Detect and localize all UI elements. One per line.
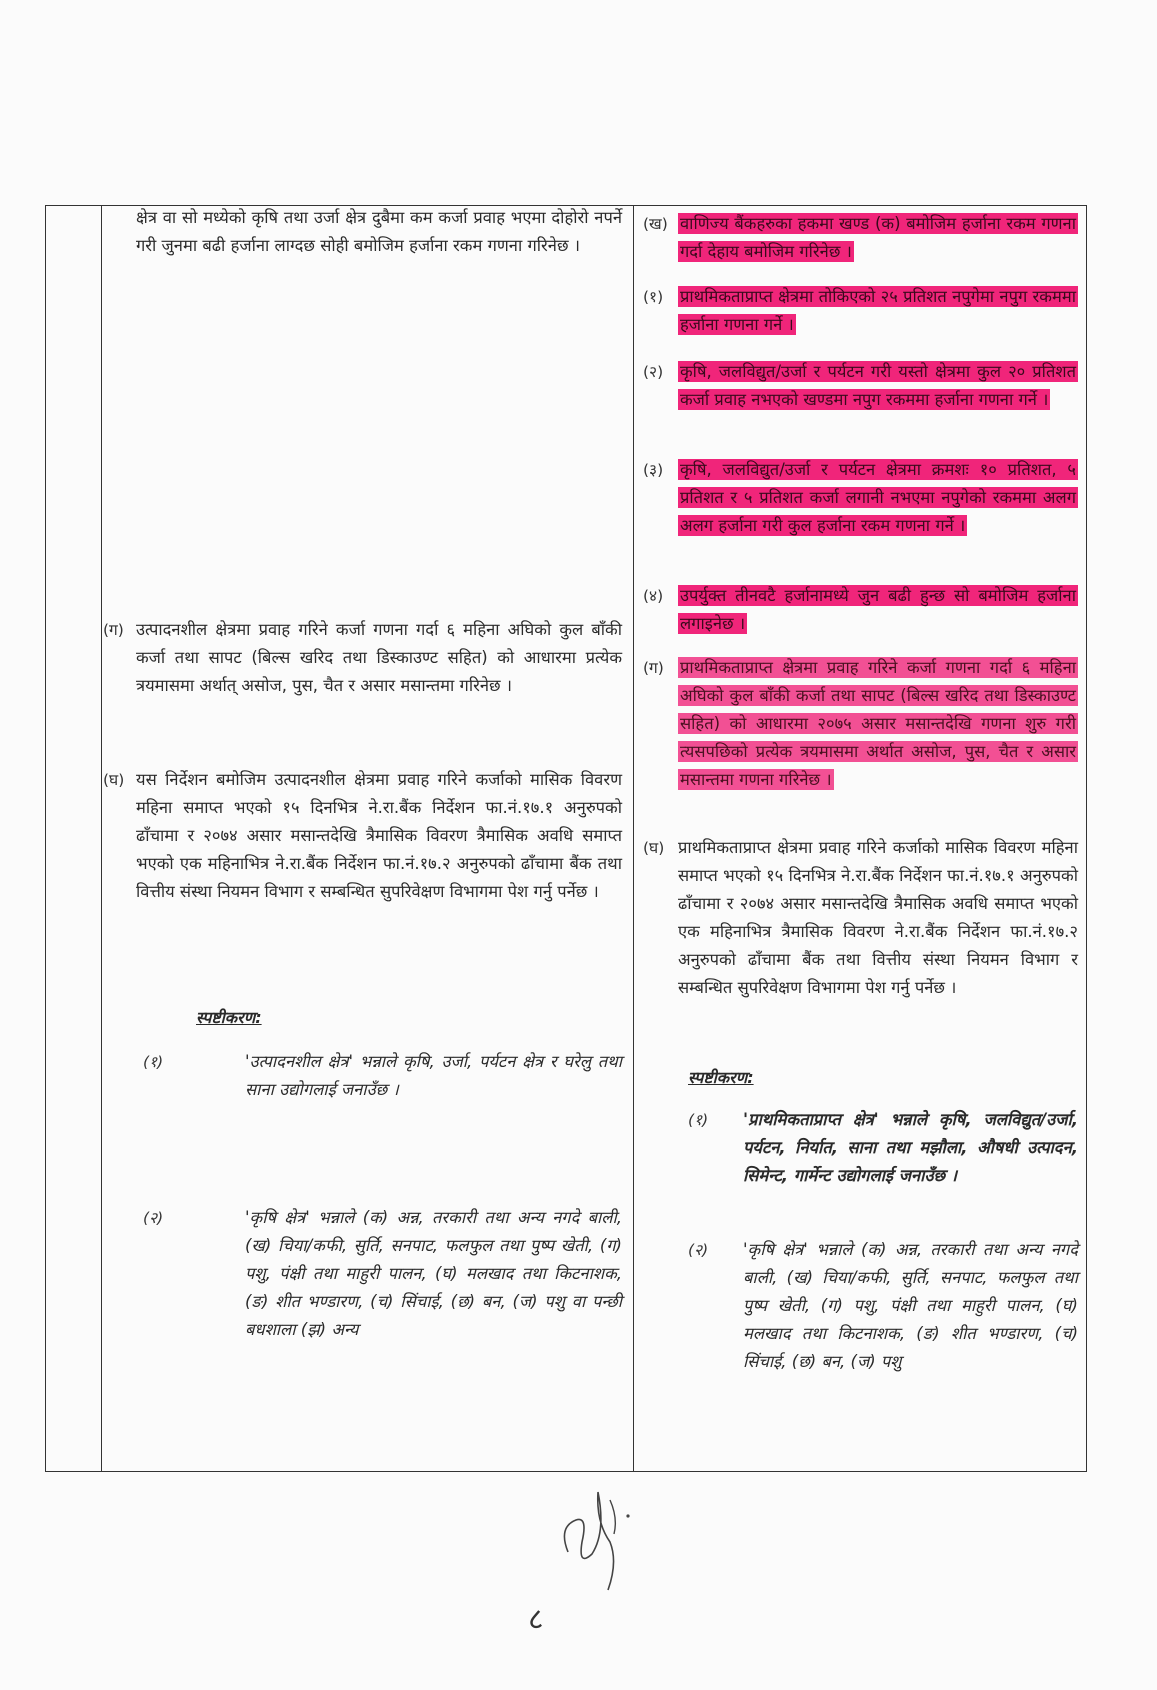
continuation-paragraph: क्षेत्र वा सो मध्येको कृषि तथा उर्जा क्षेत्र दुबैमा कम कर्जा प्रवाह भएमा दोहोरो नपर्ने गरी जुनमा बढी हर्जाना लाग्दछ सोही बमोजिम हर्जाना रकम गणना गरिनेछ । — [136, 208, 622, 255]
sub-2-text — [678, 358, 1078, 414]
clause-ga-label: (ग) — [643, 659, 664, 677]
explanation-heading: स्पष्टीकरण: — [196, 1008, 262, 1027]
explanation-1-text: 'प्राथमिकताप्राप्त क्षेत्र' भन्नाले कृषि, जलविद्युत/उर्जा, पर्यटन, निर्यात, साना तथा मझौला, औषधी उत्पादन, सिमेन्ट, गार्मेन्ट उद्योगलाई जनाउँछ । — [743, 1110, 1078, 1185]
page-number: ८ — [528, 1602, 544, 1637]
sub-1-text — [678, 283, 1078, 339]
explanation-1-label: (१) — [688, 1111, 709, 1129]
explanation-2-text: 'कृषि क्षेत्र' भन्नाले (क) अन्न, तरकारी तथा अन्य नगदे बाली, (ख) चिया/कफी, सुर्ति, सनपाट, फलफुल तथा पुष्प खेती, (ग) पशु, पंक्षी तथा माहुरी पालन, (घ) मलखाद तथा किटनाशक, (ङ) शीत भण्डारण, (च) सिंचाई, (छ) बन, (ज) पशु वा पन्छी बधशाला (झ) अन्य — [245, 1208, 622, 1339]
explanation-2-text: 'कृषि क्षेत्र' भन्नाले (क) अन्न, तरकारी तथा अन्य नगदे बाली, (ख) चिया/कफी, सुर्ति, सनपाट, फलफुल तथा पुष्प खेती, (ग) पशु, पंक्षी तथा माहुरी पालन, (घ) मलखाद तथा किटनाशक, (ङ) शीत भण्डारण, (च) सिंचाई, (छ) बन, (ज) पशु — [743, 1240, 1078, 1371]
sub-1-label: (१) — [643, 288, 664, 306]
highlight-sub-1: प्राथमिकताप्राप्त क्षेत्रमा तोकिएको २५ प्रतिशत नपुगेमा नपुग रकममा हर्जाना गणना गर्ने । — [680, 287, 1076, 334]
clause-gha-text: प्राथमिकताप्राप्त क्षेत्रमा प्रवाह गरिने कर्जाको मासिक विवरण महिना समाप्त भएको १५ दिनभित्र ने.रा.बैंक निर्देशन फा.नं.१७.१ अनुरुपको ढाँचामा र २०७४ असार मसान्तदेखि त्रैमासिक अवधि समाप्त भएको एक महिनाभित्र त्रैमासिक विवरण ने.रा.बैंक निर्देशन फा.नं.१७.२ अनुरुपको ढाँचामा बैंक तथा वित्तीय संस्था नियमन विभाग र सम्बन्धित सुपरिवेक्षण विभागमा पेश गर्नु पर्नेछ । — [678, 838, 1078, 997]
sub-3-label: (३) — [643, 461, 664, 479]
explanation-1-label: (१) — [143, 1053, 164, 1071]
clause-gha-text: यस निर्देशन बमोजिम उत्पादनशील क्षेत्रमा प्रवाह गरिने कर्जाको मासिक विवरण महिना समाप्त भएको १५ दिनभित्र ने.रा.बैंक निर्देशन फा.नं.१७.१ अनुरुपको ढाँचामा र २०७४ असार मसान्तदेखि त्रैमासिक विवरण त्रैमासिक अवधि समाप्त भएको एक महिनाभित्र ने.रा.बैंक निर्देशन फा.नं.१७.२ अनुरुपको ढाँचामा बैंक तथा वित्तीय संस्था नियमन विभाग र सम्बन्धित सुपरिवेक्षण विभागमा पेश गर्नु पर्नेछ । — [136, 770, 622, 901]
sub-4-text — [678, 582, 1078, 638]
clause-ga-label: (ग) — [103, 621, 124, 639]
highlight-sub-2: कृषि, जलविद्युत/उर्जा र पर्यटन गरी यस्तो क्षेत्रमा कुल २० प्रतिशत कर्जा प्रवाह नभएको खण्डमा नपुग रकममा हर्जाना गणना गर्ने । — [680, 362, 1076, 409]
highlight-kha: वाणिज्य बैंकहरुका हकमा खण्ड (क) बमोजिम हर्जाना रकम गणना गर्दा देहाय बमोजिम गरिनेछ । — [680, 214, 1076, 261]
clause-kha-label: (ख) — [643, 215, 668, 233]
explanation-2-label: (२) — [143, 1209, 164, 1227]
explanation-2-label: (२) — [688, 1241, 709, 1259]
highlight-ga: प्राथमिकताप्राप्त क्षेत्रमा प्रवाह गरिने कर्जा गणना गर्दा ६ महिना अघिको कुल बाँकी कर्जा तथा सापट (बिल्स खरिद तथा डिस्काउण्ट सहित) को आधारमा २०७५ असार मसान्तदेखि गणना शुरु गरी त्यसपछिको प्रत्येक त्रयमासमा अर्थात असोज, पुस, चैत र असार मसान्तमा गणना गरिनेछ । — [680, 658, 1076, 789]
amended-provision-column — [635, 206, 1086, 1471]
existing-provision-column — [103, 206, 634, 1471]
explanation-1-text: 'उत्पादनशील क्षेत्र' भन्नाले कृषि, उर्जा, पर्यटन क्षेत्र र घरेलु तथा साना उद्योगलाई जनाउँछ । — [245, 1052, 622, 1099]
highlight-sub-3: कृषि, जलविद्युत/उर्जा र पर्यटन क्षेत्रमा क्रमशः १० प्रतिशत, ५ प्रतिशत र ५ प्रतिशत कर्जा लगानी नभएमा नपुगेको रकममा अलग अलग हर्जाना गरी कुल हर्जाना रकम गणना गर्ने । — [680, 460, 1076, 535]
explanation-heading: स्पष्टीकरण: — [688, 1068, 754, 1087]
sub-3-text — [678, 456, 1078, 540]
sub-2-label: (२) — [643, 363, 664, 381]
clause-ga-text: उत्पादनशील क्षेत्रमा प्रवाह गरिने कर्जा गणना गर्दा ६ महिना अघिको कुल बाँकी कर्जा तथा सापट (बिल्स खरिद तथा डिस्काउण्ट सहित) को आधारमा प्रत्येक त्रयमासमा अर्थात् असोज, पुस, चैत र असार मसान्तमा गरिनेछ । — [136, 620, 622, 695]
comparison-table — [45, 205, 1087, 1472]
clause-kha-text — [678, 210, 1078, 266]
clause-gha-label: (घ) — [103, 771, 125, 789]
sub-4-label: (४) — [643, 587, 664, 605]
clause-ga-text — [678, 654, 1078, 794]
signature-mark — [548, 1482, 648, 1597]
highlight-sub-4: उपर्युक्त तीनवटै हर्जानामध्ये जुन बढी हुन्छ सो बमोजिम हर्जाना लगाइनेछ । — [680, 586, 1076, 633]
clause-gha-label: (घ) — [643, 839, 665, 857]
serial-column — [46, 206, 102, 1471]
